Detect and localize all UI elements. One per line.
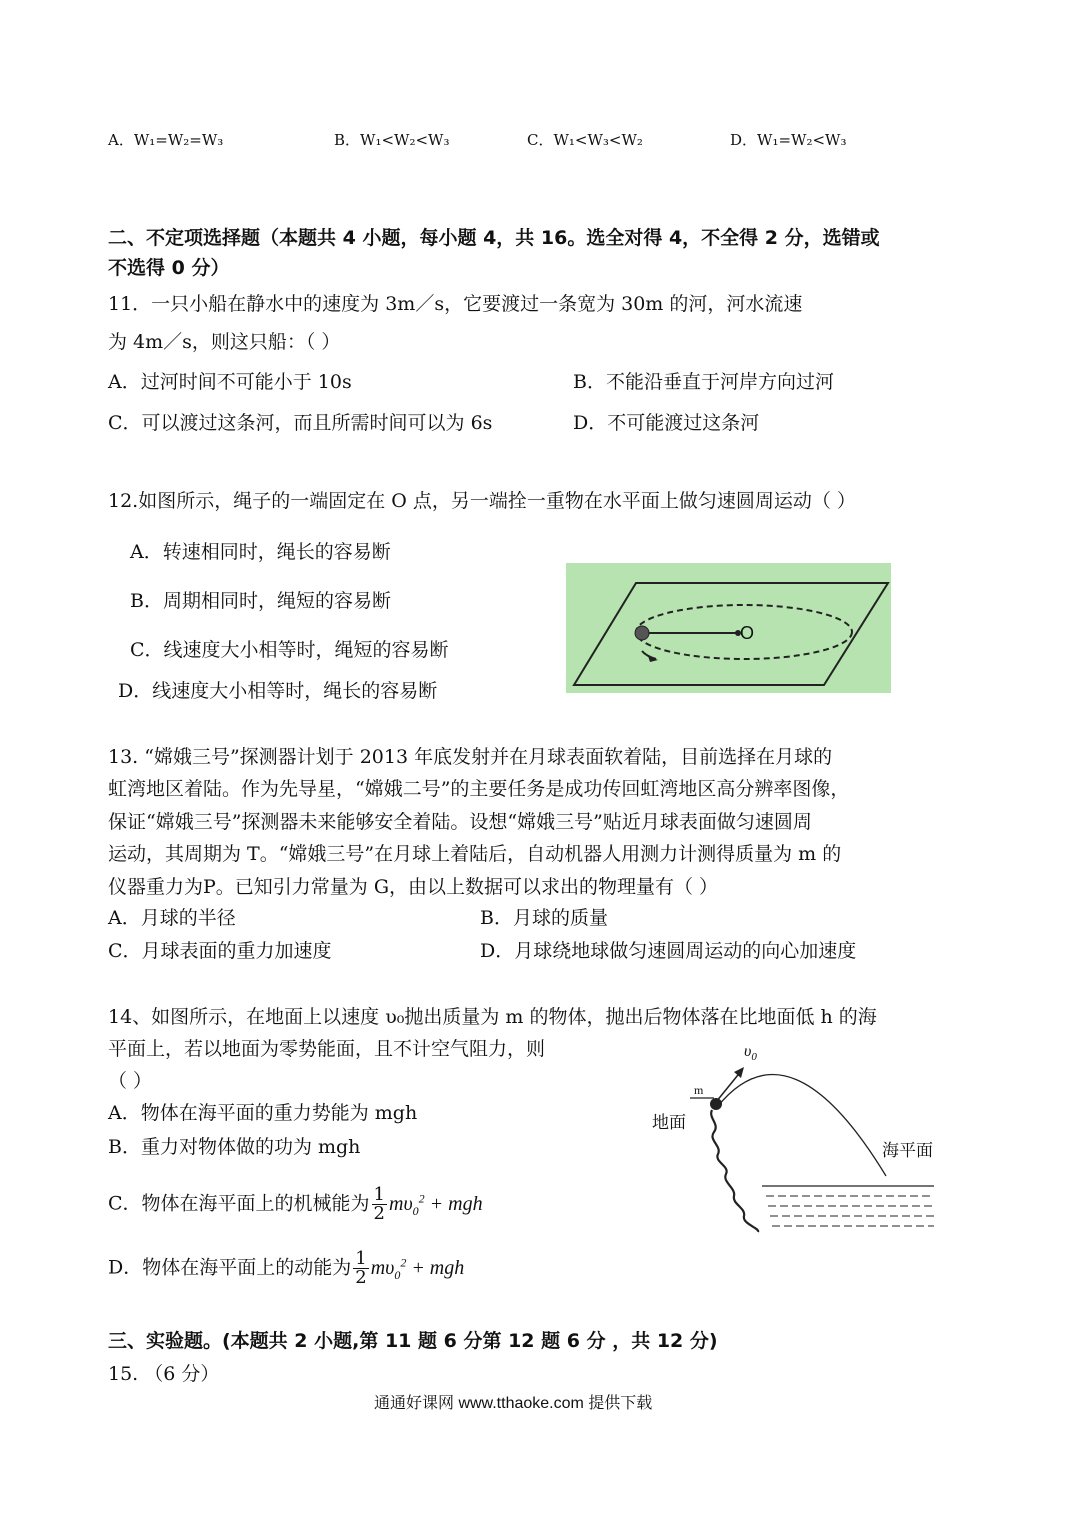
q12-option-d: D．线速度大小相等时，绳长的容易断 — [118, 680, 438, 702]
q14-option-d-prefix: D．物体在海平面上的动能为 — [108, 1256, 352, 1279]
center-label-o: O — [740, 623, 755, 643]
q13-option-b: B．月球的质量 — [480, 907, 608, 929]
q13-option-c: C．月球表面的重力加速度 — [108, 940, 332, 962]
q13-option-a: A．月球的半径 — [108, 907, 236, 929]
expr-tail: + mgh — [406, 1256, 465, 1279]
q14-option-d-expr — [370, 1255, 465, 1282]
fraction-numerator: 1 — [355, 1248, 367, 1270]
q15-label: 15. （6 分） — [108, 1363, 220, 1385]
v0-label — [744, 1043, 757, 1063]
q14-stem-line3: （ ） — [108, 1070, 153, 1092]
object-ball — [710, 1098, 722, 1110]
q11-option-c: C．可以渡过这条河，而且所需时间可以为 6s — [108, 412, 493, 434]
expr-sub: 0 — [412, 1203, 419, 1218]
q14-stem-line1: 14、如图所示，在地面上以速度 υ₀抛出质量为 m 的物体，抛出后物体落在比地面低 h 的海 — [108, 1006, 877, 1028]
q14-option-c — [108, 1170, 483, 1226]
q14-option-c-fraction — [372, 1186, 387, 1223]
q12-circular-motion-figure — [566, 563, 891, 693]
q10-option-b: B．W₁<W₂<W₃ — [334, 131, 450, 149]
section3-heading: 三、实验题。(本题共 2 小题,第 11 题 6 分第 12 题 6 分 ，共 12 分) — [108, 1330, 718, 1352]
fraction-numerator: 1 — [373, 1184, 385, 1206]
q12-option-c: C．线速度大小相等时，绳短的容易断 — [130, 639, 449, 661]
q14-option-b: B．重力对物体做的功为 mgh — [108, 1136, 361, 1158]
expr-sup: 2 — [400, 1255, 407, 1269]
q11-option-b: B．不能沿垂直于河岸方向过河 — [573, 371, 834, 393]
q14-stem-line2: 平面上，若以地面为零势能面，且不计空气阻力，则 — [108, 1038, 546, 1060]
q10-option-d: D．W₁=W₂<W₃ — [730, 131, 847, 149]
q12-stem: 12.如图所示，绳子的一端固定在 O 点，另一端拴一重物在水平面上做匀速圆周运动（ ） — [108, 490, 856, 512]
q13-stem-line1: 13. “嫦娥三号”探测器计划于 2013 年底发射并在月球表面软着陆，目前选择在月球的 — [108, 746, 833, 768]
q11-option-a: A．过河时间不可能小于 10s — [108, 371, 352, 393]
q12-option-b: B．周期相同时，绳短的容易断 — [130, 590, 391, 612]
q14-option-a: A．物体在海平面的重力势能为 mgh — [108, 1102, 418, 1124]
q14-projectile-figure — [650, 1038, 975, 1238]
v0-symbol: υ — [744, 1043, 752, 1060]
expr-tail: + mgh — [424, 1192, 483, 1215]
q14-option-c-expr — [389, 1191, 483, 1218]
fraction-denominator: 2 — [373, 1203, 385, 1225]
q14-option-d — [108, 1234, 464, 1290]
cliff — [711, 1110, 758, 1232]
weight-ball — [635, 626, 649, 640]
section2-heading-line2: 不选得 0 分） — [108, 257, 230, 279]
q12-option-a: A．转速相同时，绳长的容易断 — [130, 541, 391, 563]
mass-label: m — [694, 1083, 704, 1097]
page-footer: 通通好课网 www.tthaoke.com 提供下载 — [374, 1395, 653, 1412]
expr-sup: 2 — [418, 1191, 425, 1205]
expr-m: mυ — [389, 1192, 413, 1215]
fraction-denominator: 2 — [355, 1267, 367, 1289]
q11-option-d: D．不可能渡过这条河 — [573, 412, 760, 434]
q10-option-c: C．W₁<W₃<W₂ — [527, 131, 643, 149]
q13-stem-line2: 虹湾地区着陆。作为先导星，“嫦娥二号”的主要任务是成功传回虹湾地区高分辨率图像， — [108, 778, 850, 800]
trajectory — [718, 1075, 886, 1176]
expr-sub: 0 — [394, 1267, 401, 1282]
velocity-arrow-head — [734, 1067, 744, 1078]
q13-option-d: D．月球绕地球做匀速圆周运动的向心加速度 — [480, 940, 857, 962]
q14-option-d-fraction — [353, 1250, 368, 1287]
q13-stem-line3: 保证“嫦娥三号”探测器未来能够安全着陆。设想“嫦娥三号”贴近月球表面做匀速圆周 — [108, 811, 812, 833]
q11-stem-line1: 11．一只小船在静水中的速度为 3m／s，它要渡过一条宽为 30m 的河，河水流速 — [108, 293, 803, 315]
q11-stem-line2: 为 4m／s，则这只船：（ ） — [108, 331, 341, 353]
q13-stem-line4: 运动，其周期为 T。“嫦娥三号”在月球上着陆后，自动机器人用测力计测得质量为 m 的 — [108, 843, 842, 865]
ground-label: 地面 — [652, 1113, 686, 1133]
q14-option-c-prefix: C．物体在海平面上的机械能为 — [108, 1192, 370, 1215]
sea-level-label: 海平面 — [882, 1141, 933, 1161]
section2-heading-line1: 二、不定项选择题（本题共 4 小题，每小题 4，共 16。选全对得 4，不全得 2 分，选错或 — [108, 227, 880, 249]
q10-option-a: A．W₁=W₂=W₃ — [108, 131, 224, 149]
expr-m: mυ — [370, 1256, 395, 1279]
v0-subscript: 0 — [751, 1051, 757, 1063]
q13-stem-line5: 仪器重力为P。已知引力常量为 G，由以上数据可以求出的物理量有（ ） — [108, 876, 719, 898]
